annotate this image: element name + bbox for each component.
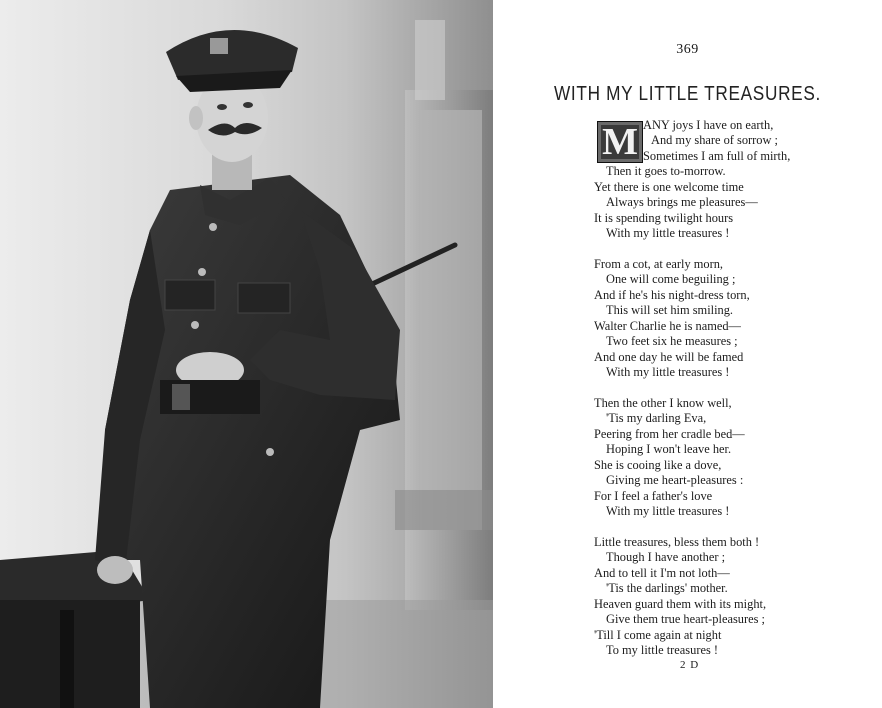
poem-line: Always brings me pleasures—	[606, 195, 758, 209]
poem-line: ANY joys I have on earth,	[643, 118, 774, 132]
poem-line: Giving me heart-pleasures :	[606, 473, 744, 487]
poem-line: Though I have another ;	[606, 550, 726, 564]
poem-line: And my share of sorrow ;	[651, 133, 778, 147]
ornate-drop-cap: M	[597, 121, 643, 163]
poem-line: And if he's his night-dress torn,	[594, 288, 750, 302]
poem-line: Heaven guard them with its might,	[594, 597, 767, 611]
poem-title: WITH MY LITTLE TREASURES.	[554, 83, 821, 105]
poem-line: Peering from her cradle bed—	[594, 427, 745, 441]
poem-line: 'Till I come again at night	[594, 628, 722, 642]
poem-line: From a cot, at early morn,	[594, 257, 724, 271]
poem-line: Yet there is one welcome time	[594, 180, 744, 194]
poem-line: With my little treasures !	[606, 504, 730, 518]
poem-line: One will come beguiling ;	[606, 272, 736, 286]
poem-line: Sometimes I am full of mirth,	[643, 149, 791, 163]
page-number: 369	[676, 42, 699, 57]
poem-line: With my little treasures !	[606, 365, 730, 379]
poem-line: To my little treasures !	[606, 643, 718, 657]
poem-line: And to tell it I'm not loth—	[594, 566, 730, 580]
poem-line: Give them true heart-pleasures ;	[606, 612, 765, 626]
printer-signature-mark: 2 D	[680, 659, 700, 671]
poem-line: 'Tis the darlings' mother.	[606, 581, 728, 595]
poem-line: And one day he will be famed	[594, 350, 744, 364]
poem-line: This will set him smiling.	[606, 303, 734, 317]
book-page	[493, 0, 882, 708]
poem-line: Hoping I won't leave her.	[606, 442, 732, 456]
poem-line: 'Tis my darling Eva,	[606, 411, 707, 425]
poem-line: It is spending twilight hours	[594, 211, 734, 225]
poem-line: For I feel a father's love	[594, 489, 713, 503]
poem-line: Then the other I know well,	[594, 396, 732, 410]
poem-line: She is cooing like a dove,	[594, 458, 722, 472]
poem-line: Walter Charlie he is named—	[594, 319, 741, 333]
poem-line: Little treasures, bless them both !	[594, 535, 760, 549]
poem-line: Two feet six he measures ;	[606, 334, 738, 348]
poem-line: With my little treasures !	[606, 226, 730, 240]
poem-line: Then it goes to-morrow.	[606, 164, 726, 178]
